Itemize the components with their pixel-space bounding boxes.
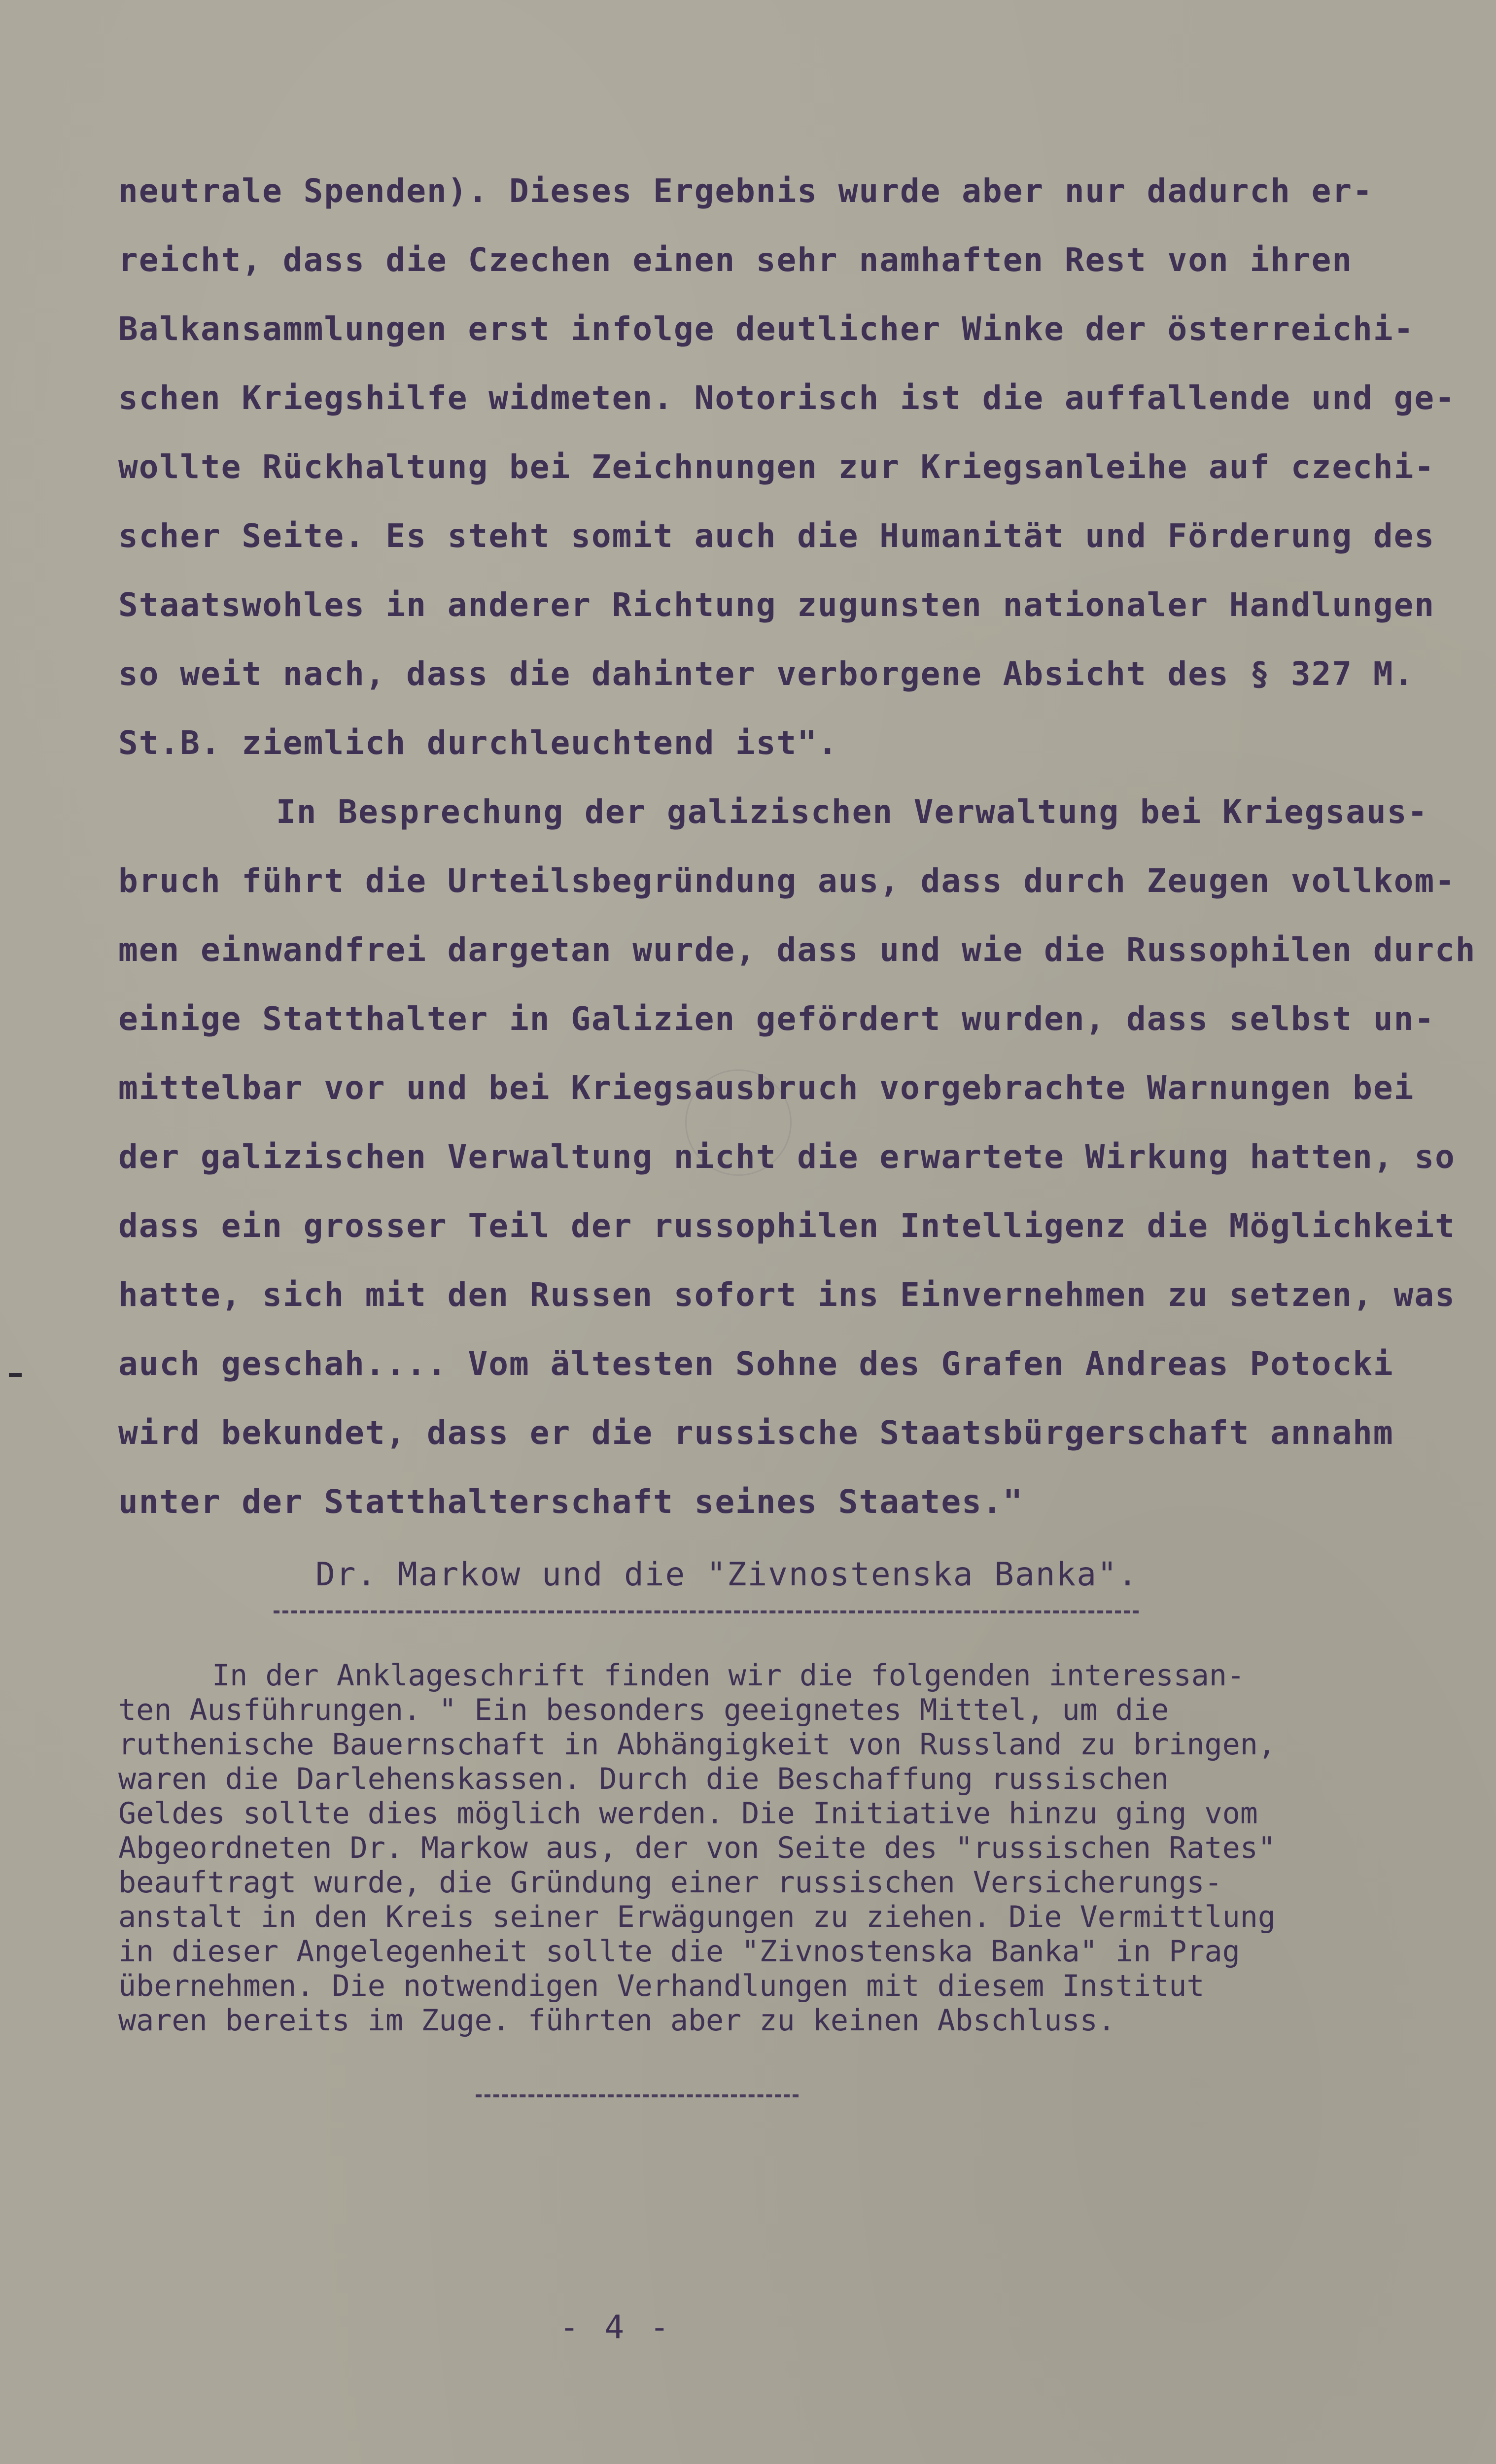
text-line: Abgeordneten Dr. Markow aus, der von Seite des "russischen Rates" xyxy=(118,1831,1276,1865)
text-line: der galizischen Verwaltung nicht die erwartete Wirkung hatten, so xyxy=(118,1138,1456,1176)
text-line: mittelbar vor und bei Kriegsausbruch vorgebrachte Warnungen bei xyxy=(118,1069,1415,1107)
text-line: reicht, dass die Czechen einen sehr namhaften Rest von ihren xyxy=(118,241,1353,279)
text-line: so weit nach, dass die dahinter verborgene Absicht des § 327 M. xyxy=(118,655,1415,693)
text-line: bruch führt die Urteilsbegründung aus, dass durch Zeugen vollkom- xyxy=(118,862,1456,900)
text-line: Balkansammlungen erst infolge deutlicher Winke der österreichi- xyxy=(118,310,1415,348)
text-line: waren bereits im Zuge. führten aber zu keinen Abschluss. xyxy=(118,2003,1115,2038)
closing-rule xyxy=(476,2094,799,2097)
text-line: men einwandfrei dargetan wurde, dass und wie die Russophilen durch xyxy=(118,931,1476,969)
text-line: Geldes sollte dies möglich werden. Die Initiative hinzu ging vom xyxy=(118,1796,1258,1831)
text-line: Staatswohles in anderer Richtung zugunsten nationaler Handlungen xyxy=(118,586,1435,624)
text-line: in dieser Angelegenheit sollte die "Zivnostenska Banka" in Prag xyxy=(118,1934,1240,1969)
text-line: waren die Darlehenskassen. Durch die Beschaffung russischen xyxy=(118,1762,1169,1796)
text-line: wird bekundet, dass er die russische Staatsbürgerschaft annahm xyxy=(118,1414,1394,1452)
text-line: wollte Rückhaltung bei Zeichnungen zur Kriegsanleihe auf czechi- xyxy=(118,448,1435,486)
text-line: beauftragt wurde, die Gründung einer russischen Versicherungs- xyxy=(118,1865,1222,1900)
text-line: scher Seite. Es steht somit auch die Humanität und Förderung des xyxy=(118,517,1435,555)
heading-underline-rule xyxy=(274,1610,1139,1613)
text-line: ruthenische Bauernschaft in Abhängigkeit von Russland zu bringen, xyxy=(118,1727,1276,1762)
text-line: dass ein grosser Teil der russophilen Intelligenz die Möglichkeit xyxy=(118,1207,1456,1245)
text-line: neutrale Spenden). Dieses Ergebnis wurde aber nur dadurch er- xyxy=(118,172,1373,210)
margin-dash-mark xyxy=(9,1373,22,1377)
text-line: St.B. ziemlich durchleuchtend ist". xyxy=(118,724,838,762)
text-line: einige Statthalter in Galizien gefördert wurden, dass selbst un- xyxy=(118,1000,1435,1038)
text-line: übernehmen. Die notwendigen Verhandlungen mit diesem Institut xyxy=(118,1969,1205,2003)
paragraph-first-line: In Besprechung der galizischen Verwaltung bei Kriegsaus- xyxy=(276,793,1428,831)
text-line: ten Ausführungen. " Ein besonders geeignetes Mittel, um die xyxy=(118,1693,1169,1727)
section-heading: Dr. Markow und die "Zivnostenska Banka". xyxy=(315,1555,1139,1593)
text-line: unter der Statthalterschaft seines Staates." xyxy=(118,1483,1024,1521)
text-line: anstalt in den Kreis seiner Erwägungen zu ziehen. Die Vermittlung xyxy=(118,1900,1276,1934)
text-line: hatte, sich mit den Russen sofort ins Einvernehmen zu setzen, was xyxy=(118,1276,1456,1314)
paragraph-first-line: In der Anklageschrift finden wir die folgenden interessan- xyxy=(212,1658,1245,1693)
page-number: - 4 - xyxy=(559,2308,672,2346)
text-line: schen Kriegshilfe widmeten. Notorisch ist die auffallende und ge- xyxy=(118,379,1456,417)
text-line: auch geschah.... Vom ältesten Sohne des Grafen Andreas Potocki xyxy=(118,1345,1394,1383)
